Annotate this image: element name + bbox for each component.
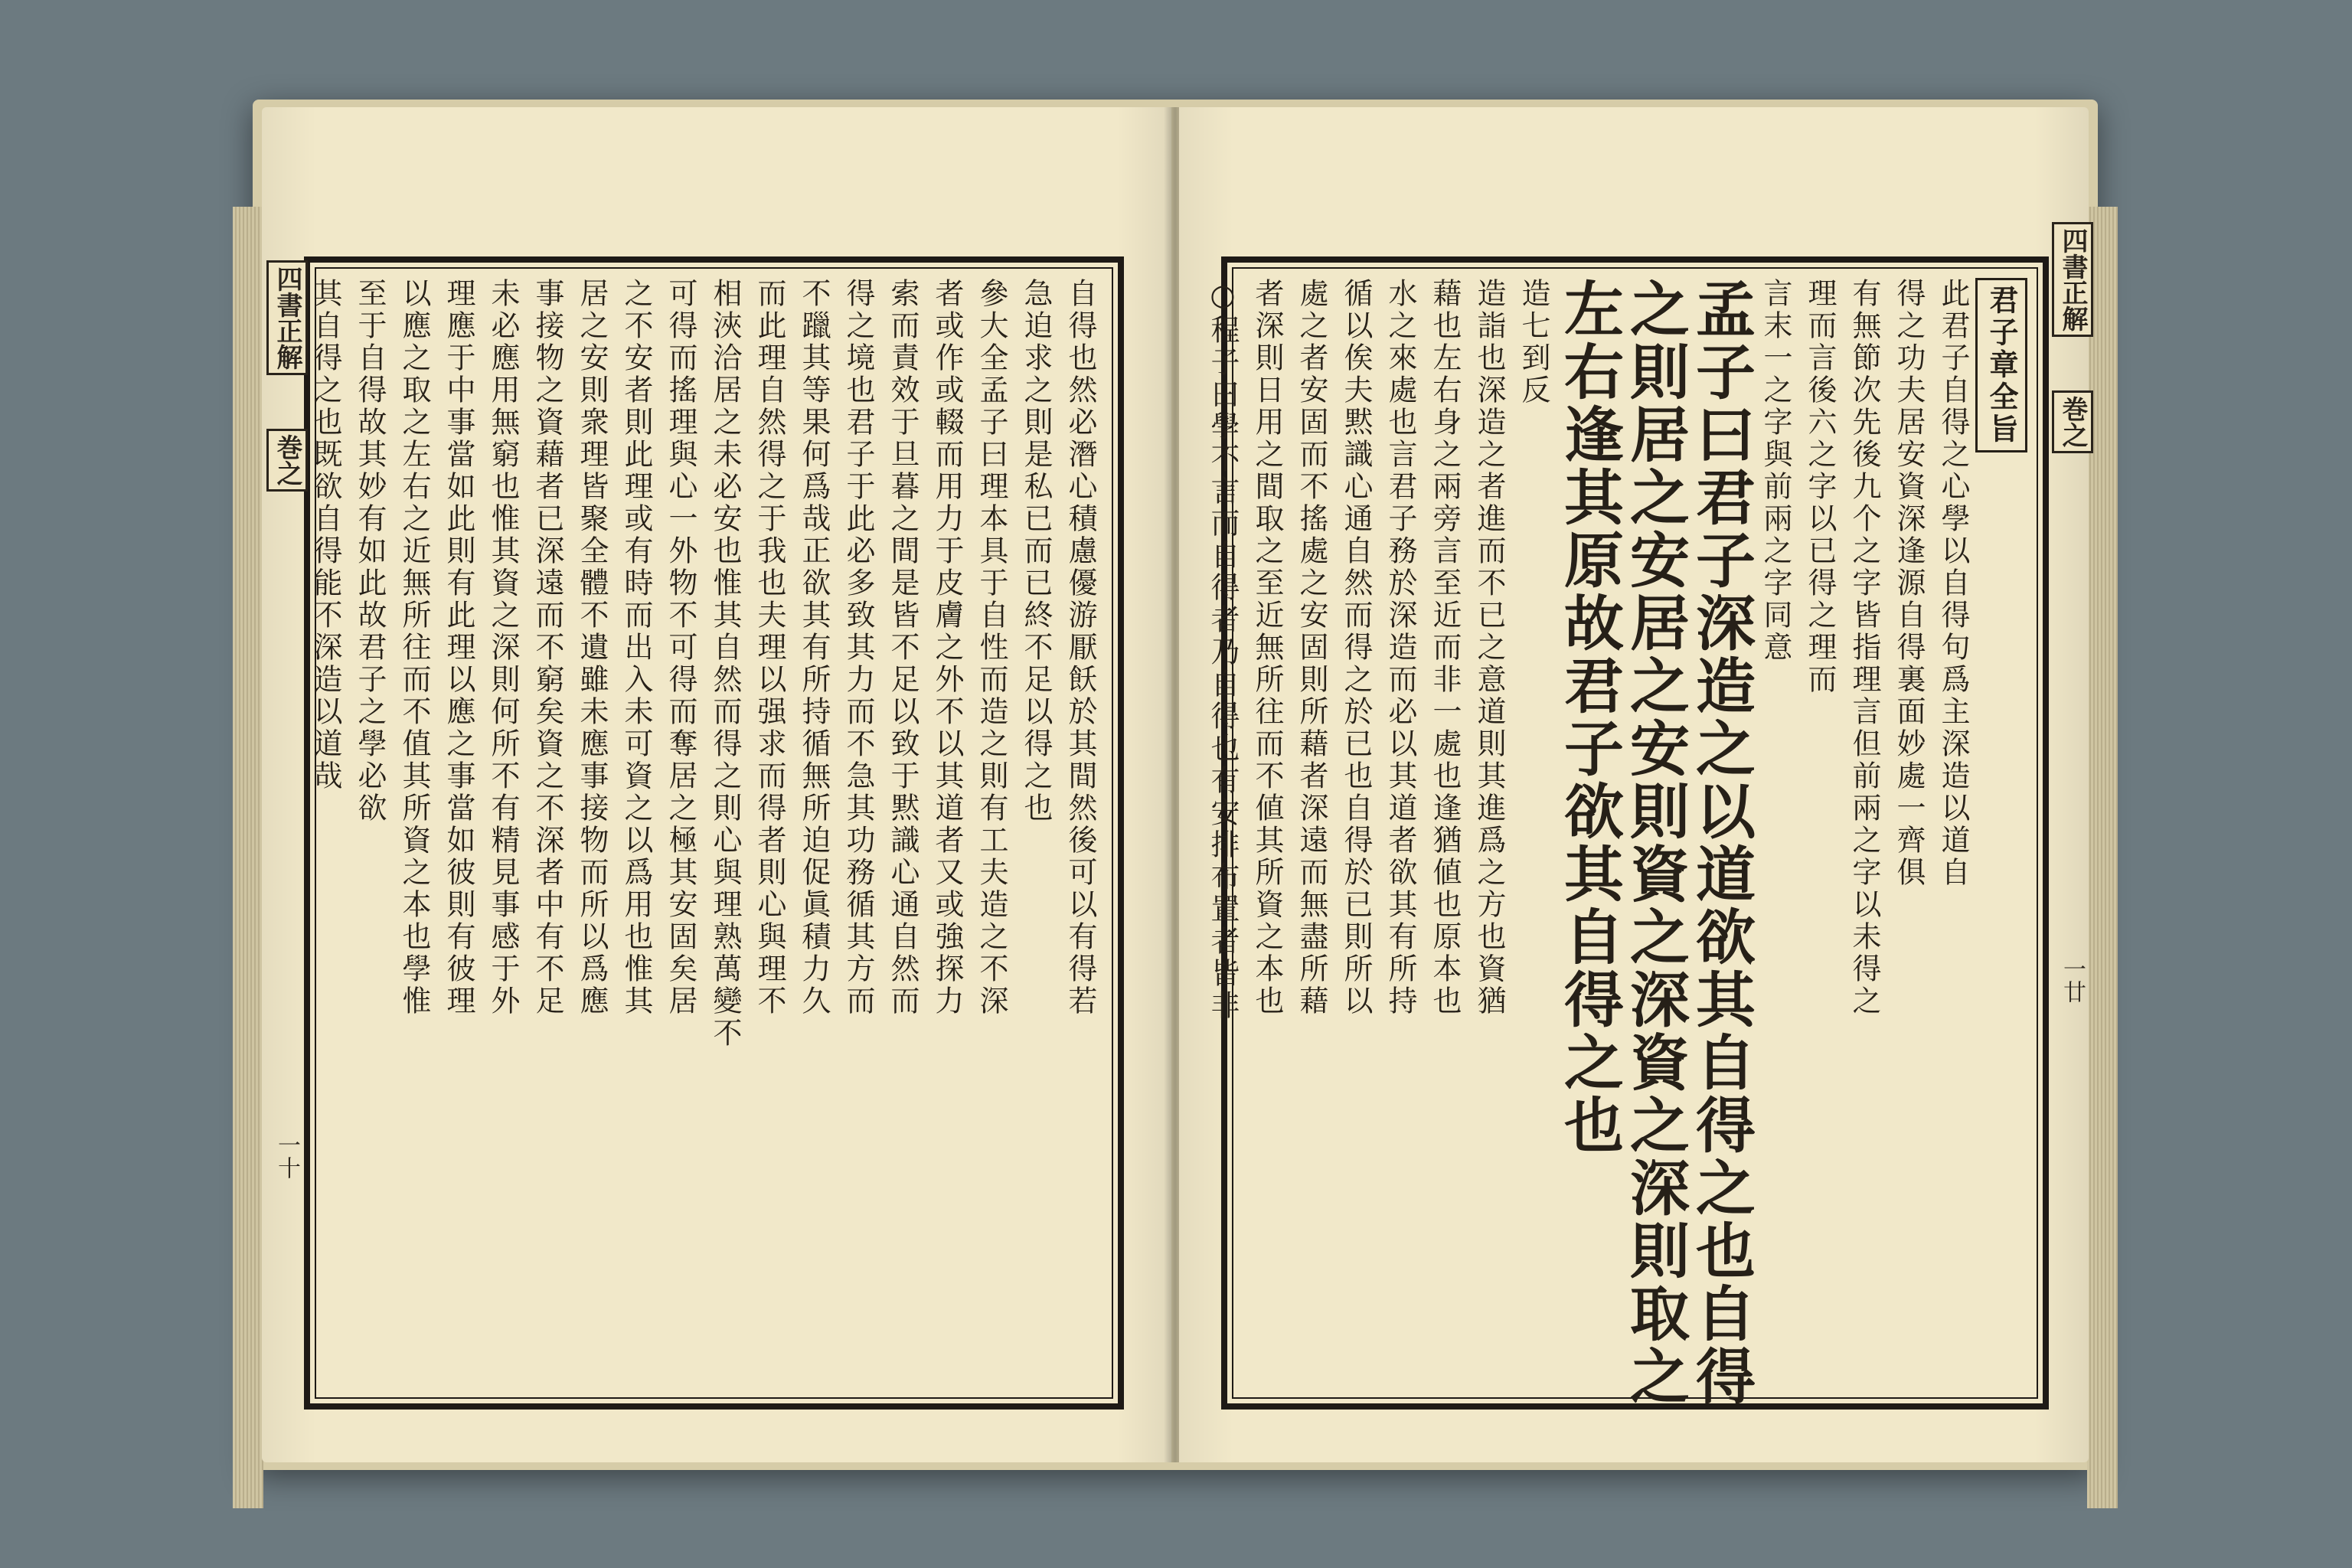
main-text-line: 之則居之安居之安則資之深資之深則取之 — [1620, 278, 1690, 1408]
page-stack-left — [233, 207, 263, 1508]
text-line: 者或作或輟而用力于皮膚之外不以其道者又或強探力 — [930, 278, 964, 1018]
text-line: 急迫求之則是私已而已終不足以得之也 — [1019, 278, 1053, 825]
text-line: 理應于中事當如此則有此理以應之事當如彼則有彼理 — [442, 278, 475, 1018]
open-book — [253, 100, 2098, 1470]
right-text-block — [1206, 278, 2027, 1408]
right-folio: 一廿 — [2059, 957, 2086, 1003]
gloss-line: 藉也左右身之兩旁言至近而非一處也逢猶値也原本也 — [1428, 278, 1462, 1018]
gloss-line: 造詣也深造之者進而不已之意道則其進爲之方也資猶 — [1472, 278, 1506, 1018]
gloss-line: 者深則日用之間取之至近無所往而不値其所資之本也 — [1250, 278, 1284, 1018]
text-line: 居之安則衆理皆聚全體不遺雖未應事接物而所以爲應 — [575, 278, 609, 1018]
gloss-line: 水之來處也言君子務於深造而必以其道者欲其有所持 — [1383, 278, 1417, 1018]
left-text-block — [309, 278, 1102, 1388]
left-text-frame — [304, 256, 1124, 1410]
intro-line: 此君子自得之心學以自得句爲主深造以道自 — [1936, 278, 1970, 889]
gloss-line: 造七到反 — [1517, 278, 1550, 407]
main-text-line: 孟子曰君子深造之以道欲其自得之也自得 — [1686, 278, 1756, 1408]
left-margin-volume: 巻之 — [266, 429, 308, 492]
right-margin-volume: 巻之 — [2052, 390, 2093, 453]
intro-line: 言末一之字與前兩之字同意 — [1759, 278, 1792, 664]
text-line: 自得也然必潛心積慮優游厭飫於其間然後可以有得若 — [1063, 278, 1097, 1018]
text-line: 得之境也君子于此必多致其力而不急其功務循其方而 — [841, 278, 875, 1018]
text-line: 參大全孟子曰理本具于自性而造之則有工夫造之不深 — [975, 278, 1008, 1018]
chapter-heading: 君子章全旨 — [1975, 278, 2027, 452]
text-line: 不躐其等果何爲哉正欲其有所持循無所迫促眞積力久 — [797, 278, 831, 1018]
text-line: 索而責效于旦暮之間是皆不足以致于黙識心通自然而 — [886, 278, 920, 1018]
text-line: 可得而搖理與心一外物不可得而奪居之極其安固矣居 — [664, 278, 697, 1018]
left-folio: 一十 — [273, 1133, 300, 1179]
intro-line: 得之功夫居安資深逢源自得裏面妙處一齊俱 — [1892, 278, 1926, 889]
text-line: 其自得之也既欲自得能不深造以道哉 — [309, 278, 342, 792]
gloss-line: 循以俟夫黙識心通自然而得之於已也自得於已則所以 — [1339, 278, 1373, 1018]
text-line: 至于自得故其妙有如此故君子之學必欲 — [353, 278, 387, 825]
left-page — [262, 107, 1171, 1462]
intro-line: 有無節次先後九个之字皆指理言但前兩之字以未得之 — [1847, 278, 1881, 1018]
text-line: 未必應用無窮也惟其資之深則何所不有精見事感于外 — [486, 278, 520, 1018]
text-line: 之不安者則此理或有時而出入未可資之以爲用也惟其 — [619, 278, 653, 1018]
text-line: 而此理自然得之于我也夫理以强求而得者則心與理不 — [753, 278, 786, 1018]
left-margin-title: 四書正解 — [266, 260, 308, 375]
intro-line: 理而言後六之字以已得之理而 — [1803, 278, 1837, 696]
gloss-line: 處之者安固而不搖處之安固則所藉者深遠而無盡所藉 — [1295, 278, 1328, 1018]
chapter-heading-line — [1975, 278, 2027, 1388]
right-margin-title: 四書正解 — [2052, 222, 2093, 337]
text-line: 事接物之資藉者已深遠而不窮矣資之不深者中有不足 — [531, 278, 564, 1018]
main-text-line: 左右逢其原故君子欲其自得之也 — [1554, 278, 1624, 1157]
gloss-line: ○程子曰學不言而自得者乃自得也有安排布置者皆非 — [1206, 278, 1240, 1022]
text-line: 相浹洽居之未必安也惟其自然而得之則心與理熟萬變不 — [708, 278, 742, 1050]
text-line: 以應之取之左右之近無所往而不值其所資之本也學惟 — [397, 278, 431, 1018]
right-page — [1179, 107, 2089, 1462]
right-text-frame — [1206, 256, 2049, 1410]
